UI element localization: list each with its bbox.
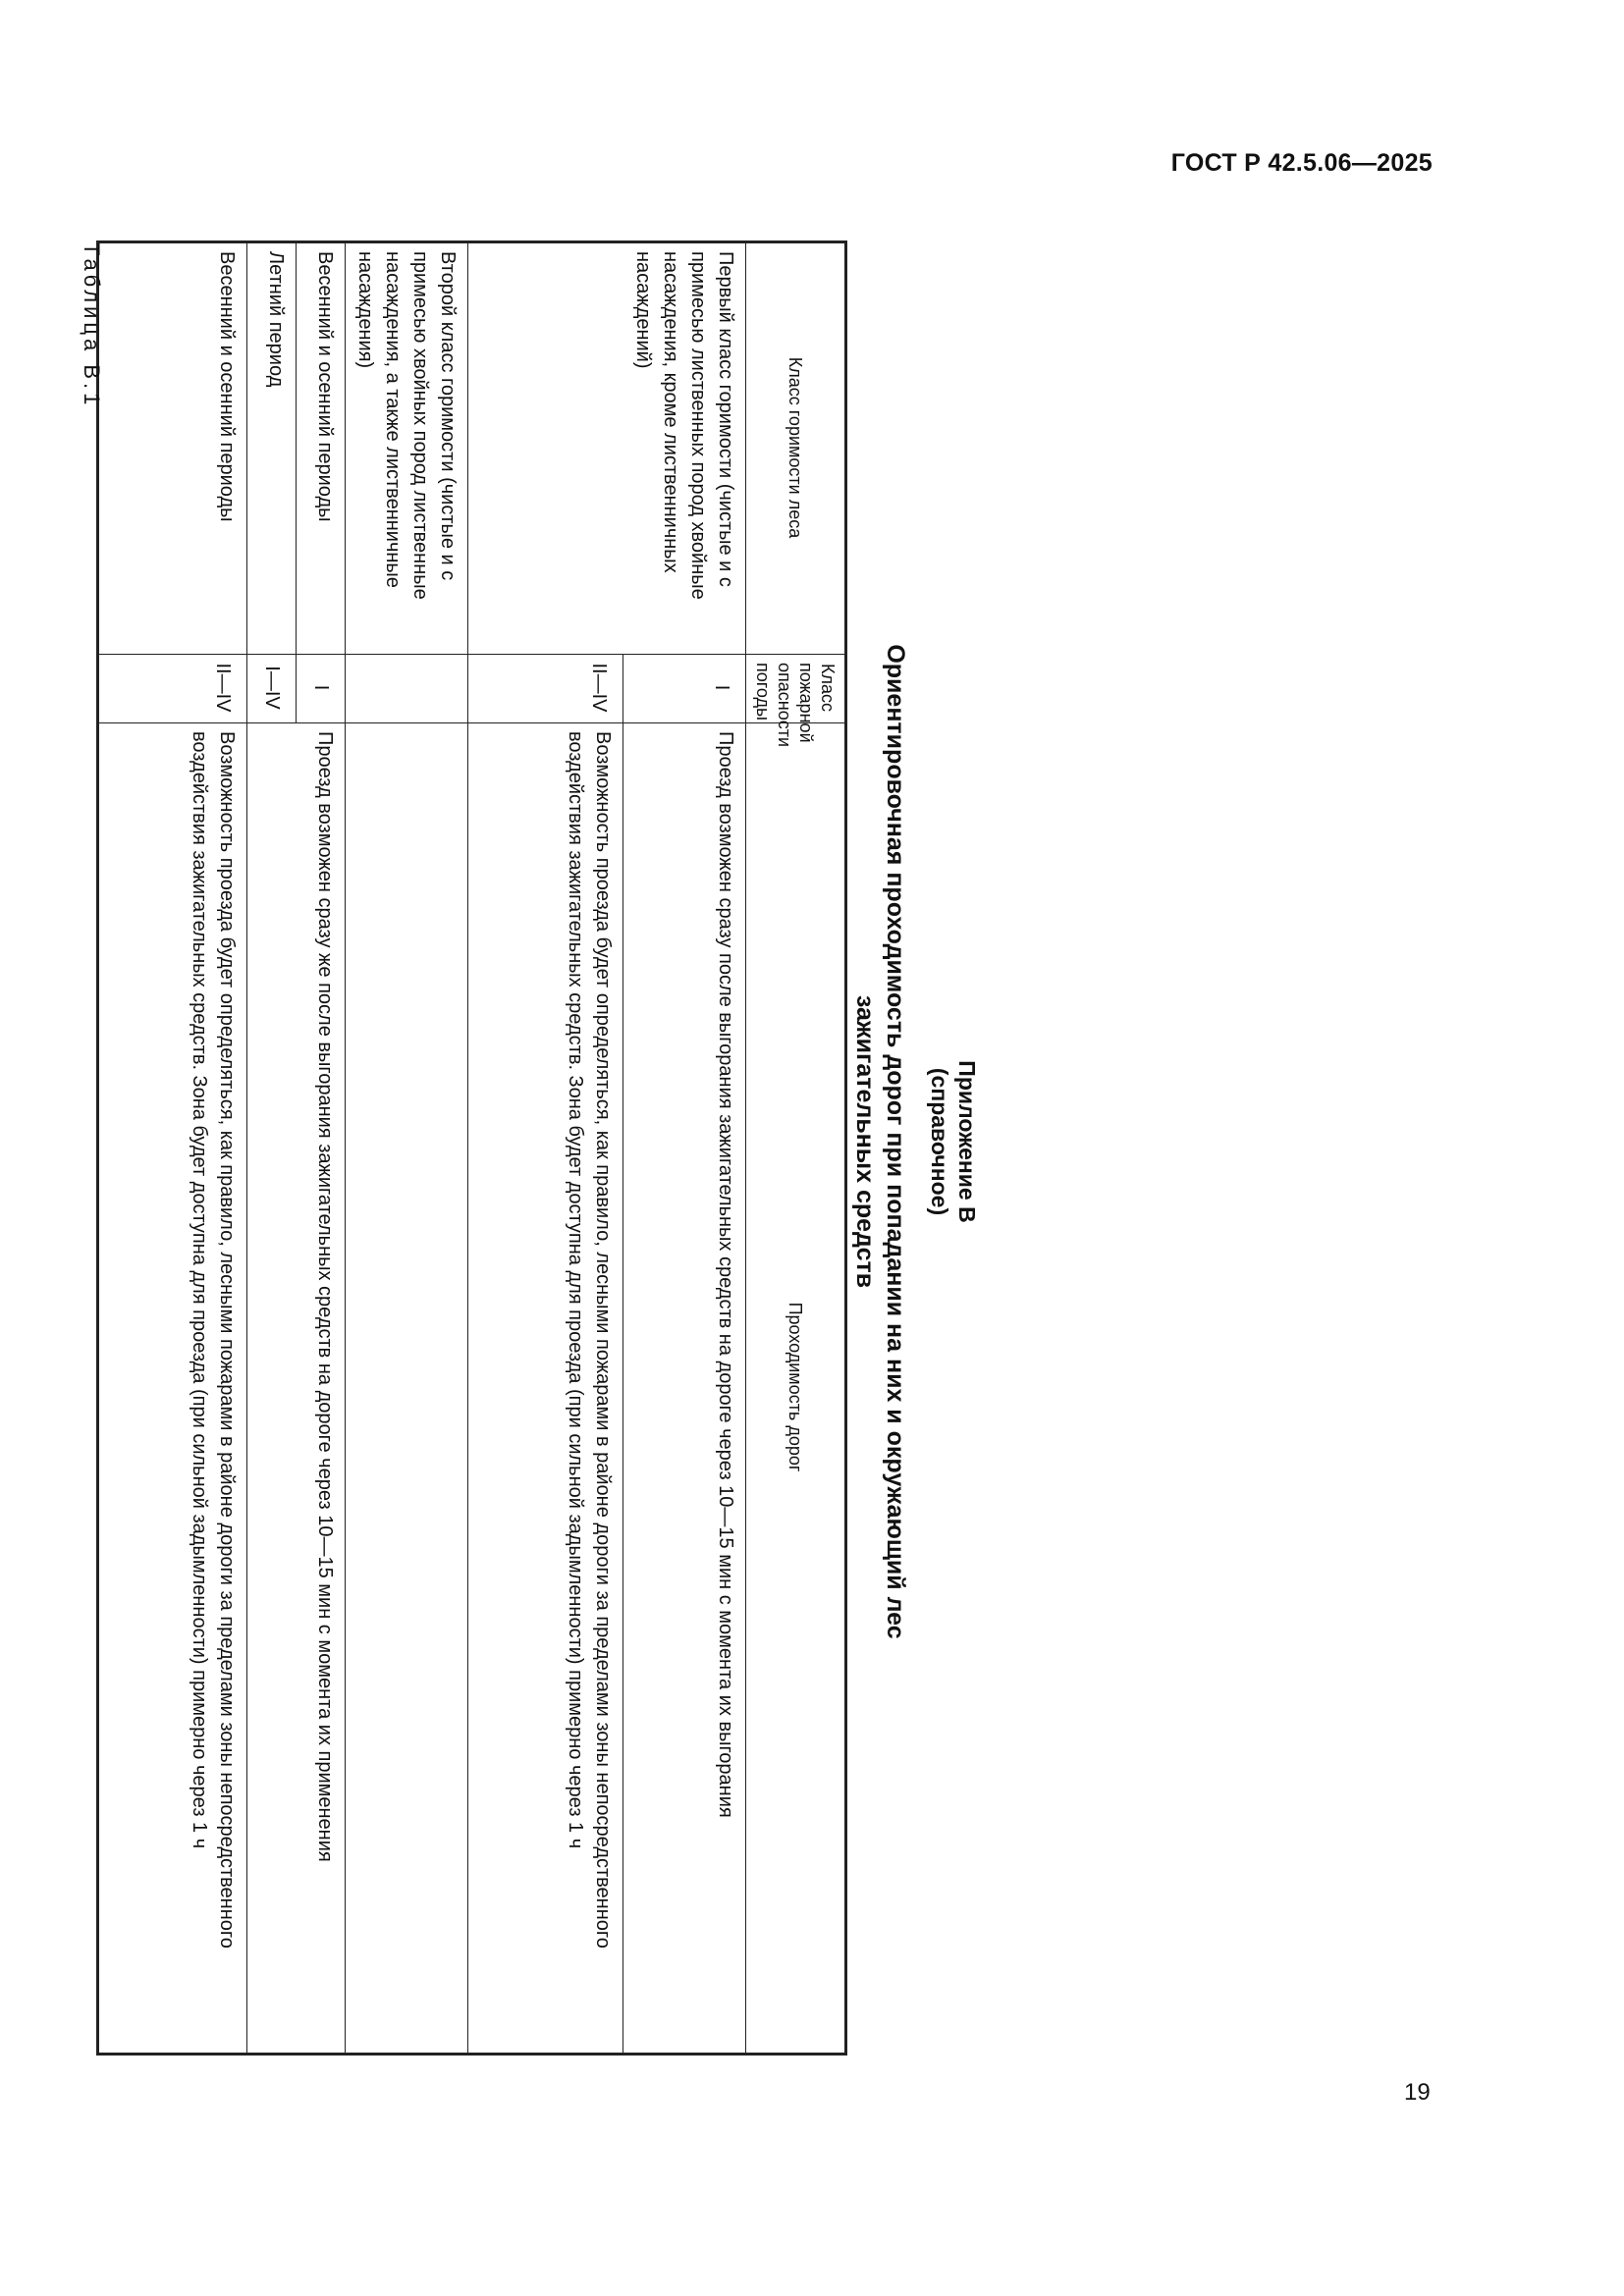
table-cell-passability: Возможность проезда будет определяться, как правило, лесными пожарами в районе дороги за пределами зоны непосредственного воздействия зажигательных средств. Зона будет доступна для проезда (при сильной задымленности) примерно через 1 ч (468, 723, 623, 2055)
appendix-title-line1: Ориентировочная проходимость дорог при попадании на них и окружающий лес (882, 644, 909, 1639)
table-row (468, 242, 623, 2055)
page-number: 19 (1404, 2079, 1431, 2106)
table-header-row (746, 242, 846, 2055)
passability-table (97, 240, 848, 2056)
appendix-label: Приложение В (954, 1060, 980, 1223)
appendix-title-line2: зажигательных средств (851, 994, 879, 1289)
table-cell-forest-class (468, 242, 623, 655)
rotated-page-content (80, 231, 1007, 2053)
table-cell-passability (346, 723, 468, 2055)
table-cell-weather-class: I (623, 655, 746, 723)
table-caption: Таблица В.1 (80, 242, 104, 409)
table-cell-forest-class: Первый класс горимости (чистые и с примесью лиственных пород хвойные насаждения, кроме лиственничных насаждений) (623, 242, 746, 655)
table-cell-passability (247, 723, 297, 2055)
table-cell-weather-class: II—IV (98, 655, 247, 723)
table-cell-passability: Возможность проезда будет определяться, как правило, лесными пожарами в районе дороги за пределами зоны непосредственного воздействия зажигательных средств. Зона будет доступна для проезда (при сильной задымленности) примерно через 1 ч (98, 723, 247, 2055)
table-cell-weather-class: I (297, 655, 346, 723)
table-cell-forest-class: Второй класс горимости (чистые и с примесью хвойных пород лиственные насаждения, а также лиственничные насаждения) (346, 242, 468, 655)
table-cell-passability: Проезд возможен сразу после выгорания зажигательных средств на дороге через 10—15 мин с момента их выгорания (623, 723, 746, 2055)
document-number: ГОСТ Р 42.5.06—2025 (1170, 149, 1433, 177)
table-cell-weather-class (346, 655, 468, 723)
table-row (247, 242, 297, 2055)
column-header-weather-class: Класс пожарной опасности погоды (746, 655, 846, 723)
appendix-type: (справочное) (927, 1067, 952, 1216)
table-wrapper (189, 240, 847, 2053)
table-cell-weather-class: II—IV (468, 655, 623, 723)
table-row (98, 242, 247, 2055)
table-cell-passability: Проезд возможен сразу же после выгорания зажигательных средств на дороге через 10—15 мин с момента их применения (297, 723, 346, 2055)
table-cell-forest-class: Летний период (247, 242, 297, 655)
table-cell-weather-class: I—IV (247, 655, 297, 723)
table-cell-forest-class: Весенний и осенний периоды (98, 242, 247, 655)
table-cell-forest-class: Весенний и осенний периоды (297, 242, 346, 655)
column-header-passability: Проходимость дорог (746, 723, 846, 2055)
column-header-forest-class: Класс горимости леса (746, 242, 846, 655)
table-row (623, 242, 746, 2055)
table-row (297, 242, 346, 2055)
table-row (346, 242, 468, 2055)
